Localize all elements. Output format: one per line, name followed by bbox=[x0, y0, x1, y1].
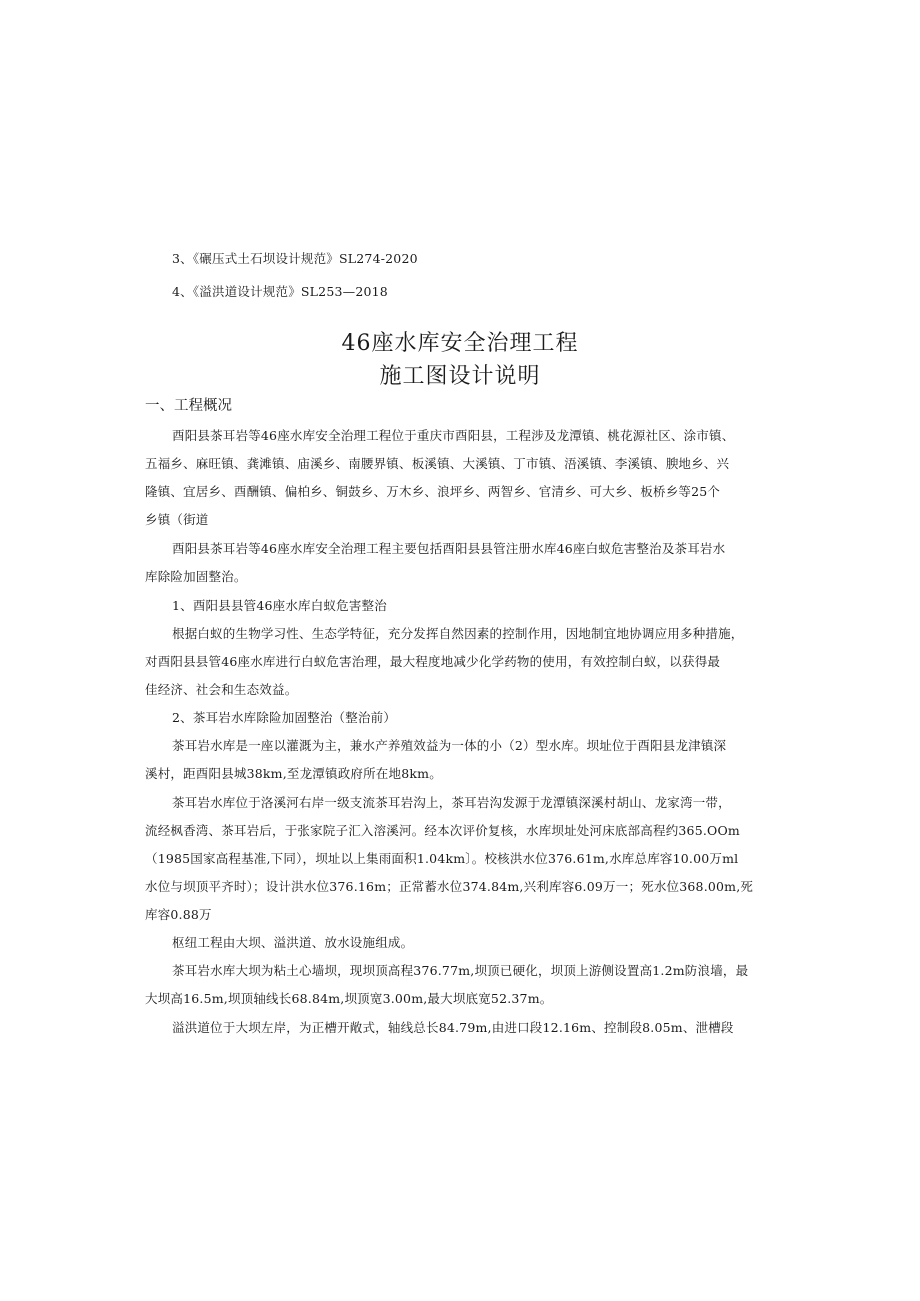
body-text-line: 库除险加固整治。 bbox=[145, 569, 247, 584]
body-text-line: 酉阳县茶耳岩等46座水库安全治理工程位于重庆市酉阳县，工程涉及龙潭镇、桃花源社区、涂市镇、 bbox=[172, 428, 735, 443]
subsection-heading: 2、茶耳岩水库除险加固整治（整治前） bbox=[172, 710, 397, 725]
document-subtitle: 施工图设计说明 bbox=[379, 364, 541, 389]
body-text-line: 水位与坝顶平齐时）；设计洪水位376.16m；正常蓄水位374.84m,兴利库容6.09万一；死水位368.00m,死 bbox=[145, 879, 754, 894]
subsection-heading: 1、酉阳县县管46座水库白蚁危害整治 bbox=[172, 598, 387, 613]
body-text-line: 茶耳岩水库大坝为粘土心墙坝，现坝顶高程376.77m,坝顶已硬化，坝顶上游侧设置高1.2m防浪墙，最 bbox=[172, 963, 749, 978]
reference-item: 4、《溢洪道设计规范》SL253—2018 bbox=[172, 284, 388, 299]
section-heading: 一、工程概况 bbox=[145, 398, 232, 414]
body-text-line: 隆镇、宜居乡、酉酬镇、偏柏乡、铜鼓乡、万木乡、浪坪乡、两智乡、官清乡、可大乡、板桥乡等25个 bbox=[145, 484, 721, 499]
reference-item: 3、《碾压式土石坝设计规范》SL274-2020 bbox=[172, 251, 418, 266]
body-text-line: 乡镇（街道 bbox=[145, 512, 209, 527]
body-text-line: 枢纽工程由大坝、溢洪道、放水设施组成。 bbox=[172, 935, 414, 950]
body-text-line: 佳经济、社会和生态效益。 bbox=[145, 682, 298, 697]
body-text-line: 对酉阳县县管46座水库进行白蚁危害治理，最大程度地减少化学药物的使用，有效控制白蚁，以获得最 bbox=[145, 654, 721, 669]
body-text-line: 溪村，距酉阳县城38km,至龙潭镇政府所在地8km。 bbox=[145, 766, 442, 781]
body-text-line: 酉阳县茶耳岩等46座水库安全治理工程主要包括酉阳县县管注册水库46座白蚁危害整治及茶耳岩水 bbox=[172, 541, 726, 556]
body-text-line: 溢洪道位于大坝左岸，为正槽开敞式，轴线总长84.79m,由进口段12.16m、控制段8.05m、泄槽段 bbox=[172, 1020, 734, 1035]
body-text-line: 茶耳岩水库是一座以灌溉为主，兼水产养殖效益为一体的小（2）型水库。坝址位于酉阳县龙津镇深 bbox=[172, 738, 727, 753]
body-text-line: 流经枫香湾、茶耳岩后，于张家院子汇入溶溪河。经本次评价复核，水库坝址处河床底部高程约365.OOm bbox=[145, 823, 740, 838]
body-text-line: 茶耳岩水库位于洛溪河右岸一级支流茶耳岩沟上，茶耳岩沟发源于龙潭镇深溪村胡山、龙家湾一带， bbox=[172, 795, 731, 810]
body-text-line: 根据白蚁的生物学习性、生态学特征，充分发挥自然因素的控制作用，因地制宜地协调应用多种措施， bbox=[172, 626, 744, 641]
body-text-line: 五福乡、麻旺镇、龚滩镇、庙溪乡、南腰界镇、板溪镇、大溪镇、丁市镇、浯溪镇、李溪镇、腴地乡、兴 bbox=[145, 456, 730, 471]
body-text-line: 大坝高16.5m,坝顶轴线长68.84m,坝顶宽3.00m,最大坝底宽52.37m。 bbox=[145, 991, 553, 1006]
body-text-line: 库容0.88万 bbox=[145, 907, 212, 922]
document-title: 46座水库安全治理工程 bbox=[341, 331, 579, 356]
body-text-line: （1985国家高程基准,下同），坝址以上集雨面积1.04km〕。校核洪水位376.61m,水库总库容10.00万ml bbox=[145, 851, 739, 866]
